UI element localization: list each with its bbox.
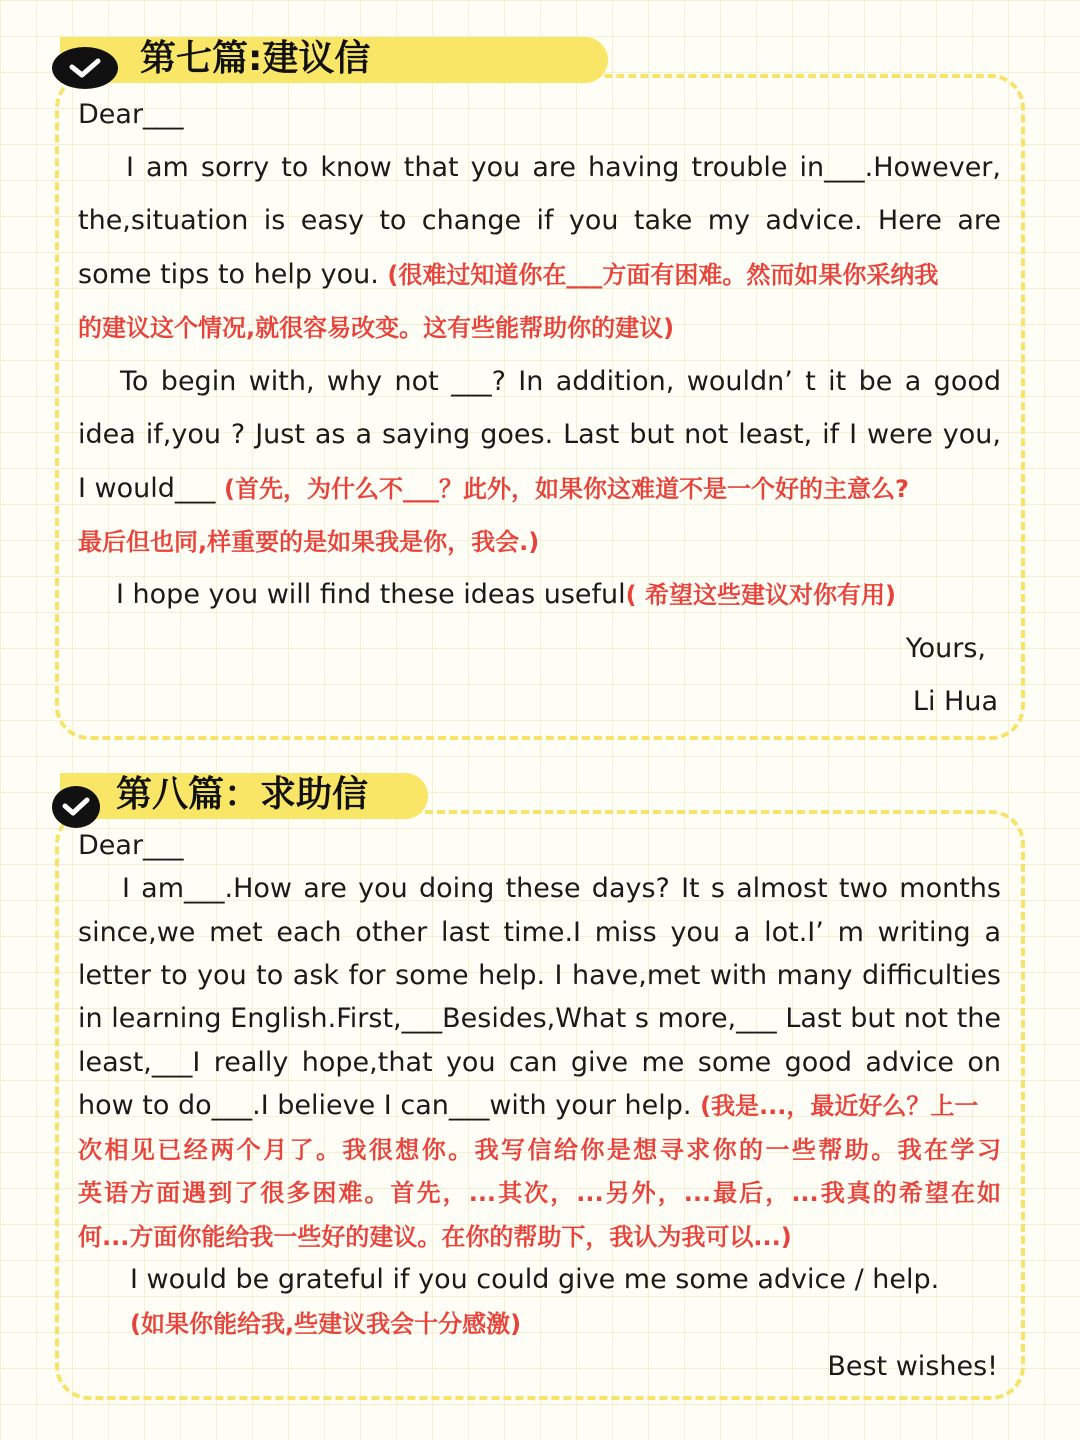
check-circle-icon — [52, 47, 118, 89]
letter7-line — [78, 471, 1001, 507]
letter7-title: 第七篇:建议信 — [140, 38, 371, 79]
check-circle-icon — [52, 786, 100, 828]
letter7-translation: (首先，为什么不___？此外，如果你这难道不是一个好的主意么? — [224, 475, 909, 503]
letter7-translation: 的建议这个情况,就很容易改变。这有些能帮助你的建议) — [78, 314, 675, 342]
letter8-translation: 何...方面你能给我一些好的建议。在你的帮助下，我认为我可以...) — [78, 1223, 792, 1251]
letter8-line: I am___.How are you doing these days? It s almost two months — [122, 873, 1001, 904]
letter7-text: I hope you will find these ideas useful — [116, 579, 626, 610]
letter7-salutation: Dear___ — [78, 99, 184, 130]
letter8-closing: Best wishes! — [827, 1351, 998, 1382]
letter8-salutation: Dear___ — [78, 830, 184, 861]
letter8-line: in learning English.First,___Besides,What s more,___ Last but not the — [78, 1003, 1001, 1034]
letter8-line: least,___I really hope,that you can give me some good advice on — [78, 1047, 1001, 1078]
letter7-signature: Li Hua — [912, 686, 998, 717]
letter8-translation: (我是...，最近好么？上一 — [700, 1092, 979, 1120]
letter7-text: some tips to help you. — [78, 259, 379, 290]
letter7-translation: ( 希望这些建议对你有用) — [625, 581, 896, 609]
letter7-line: To begin with, why not ___? In addition, wouldn’ t it be a good — [120, 366, 1001, 397]
letter7-line: idea if,you ? Just as a saying goes. Last but not least, if I were you, — [78, 419, 1001, 450]
letter7-line: the,situation is easy to change if you take my advice. Here are — [78, 205, 1001, 236]
letter7-text: I would___ — [78, 473, 216, 504]
letter7-translation: (很难过知道你在___方面有困难。然而如果你采纳我 — [387, 261, 939, 289]
letter8-text: how to do___.I believe I can___with your help. — [78, 1090, 692, 1121]
letter7-line — [78, 577, 1001, 613]
letter8-title: 第八篇：求助信 — [116, 774, 369, 815]
letter8-line: letter to you to ask for some help. I have,met with many difficulties — [78, 960, 1001, 991]
letter8-translation: 英语方面遇到了很多困难。首先，...其次，...另外，...最后，...我真的希望在如 — [78, 1179, 1001, 1207]
letter7-closing: Yours, — [905, 633, 986, 664]
letter7-line — [78, 257, 1001, 293]
letter8-line: since,we met each other last time.I miss you a lot.I’ m writing a — [78, 917, 1001, 948]
letter7-line: I am sorry to know that you are having trouble in___.However, — [126, 152, 1001, 183]
letter8-line: I would be grateful if you could give me some advice / help. — [130, 1264, 940, 1295]
letter8-translation: (如果你能给我,些建议我会十分感激) — [130, 1310, 522, 1338]
letter8-translation: 次相见已经两个月了。我很想你。我写信给你是想寻求你的一些帮助。我在学习 — [78, 1136, 1001, 1164]
letter8-line — [78, 1088, 1001, 1124]
letter7-translation: 最后但也同,样重要的是如果我是你，我会.) — [78, 528, 540, 556]
